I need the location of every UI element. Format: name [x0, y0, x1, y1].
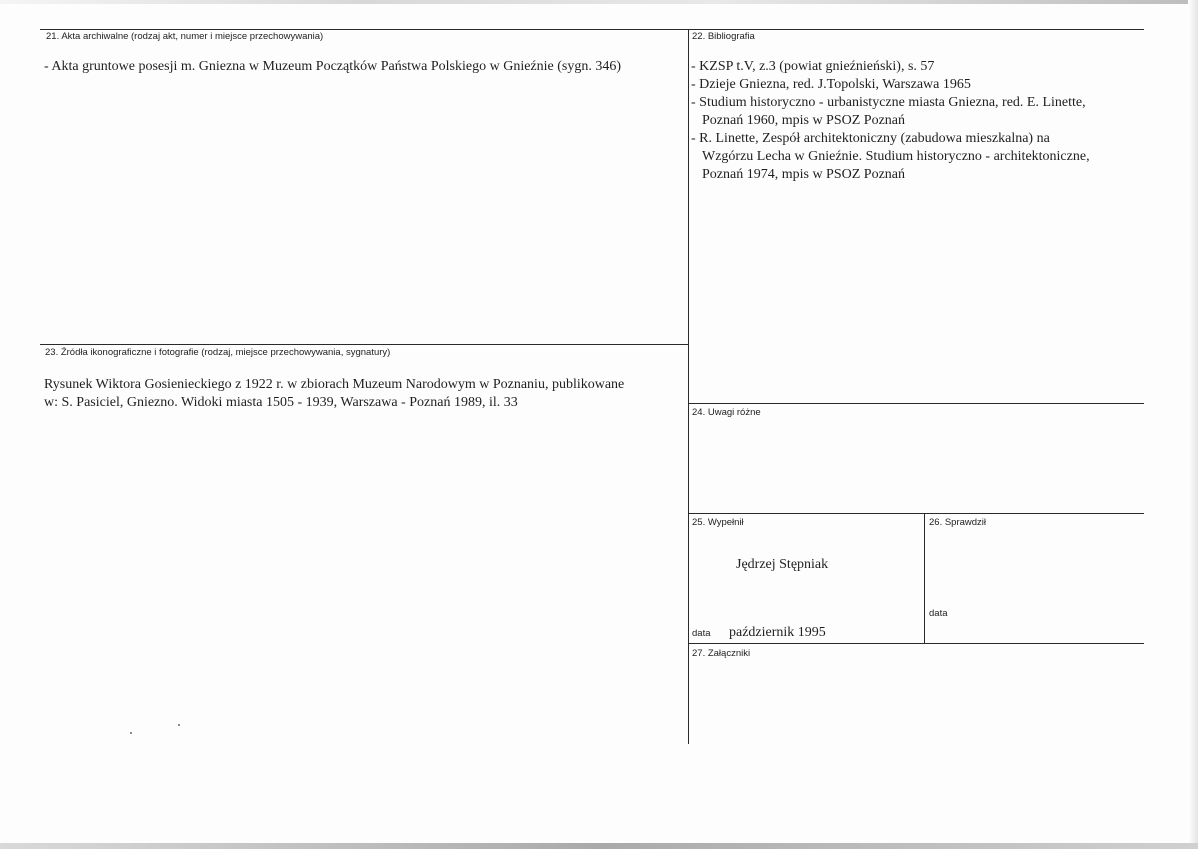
- bibliography-line: - Studium historyczno - urbanistyczne miasta Gniezna, red. E. Linette,: [691, 95, 1086, 110]
- section-21-entry: - Akta gruntowe posesji m. Gniezna w Muzeum Początków Państwa Polskiego w Gnieźnie (sygn. 346): [44, 59, 622, 74]
- scan-speck: [130, 732, 132, 734]
- section-22-label: 22. Bibliografia: [692, 31, 755, 42]
- bibliography-line: Wzgórzu Lecha w Gnieźnie. Studium historyczno - architektoniczne,: [702, 149, 1090, 164]
- bibliography-line: Poznań 1974, mpis w PSOZ Poznań: [702, 167, 905, 182]
- section-26-date-label: data: [929, 608, 948, 619]
- center-divider: [688, 29, 689, 744]
- bibliography-line: - R. Linette, Zespół architektoniczny (zabudowa mieszkalna) na: [691, 131, 1050, 146]
- section-25-rule: [688, 513, 1144, 514]
- section-27-rule: [688, 643, 1144, 644]
- bibliography-line: Poznań 1960, mpis w PSOZ Poznań: [702, 113, 905, 128]
- section-27-label: 27. Załączniki: [692, 648, 751, 659]
- scan-top-edge: [0, 0, 1198, 4]
- section-26-divider: [924, 513, 925, 643]
- section-23-rule: [40, 344, 688, 345]
- section-24-label: 24. Uwagi różne: [692, 407, 761, 418]
- filled-by-name: Jędrzej Stępniak: [736, 557, 829, 572]
- filled-date-value: październik 1995: [729, 625, 826, 640]
- bibliography-line: - KZSP t.V, z.3 (powiat gnieźnieński), s. 57: [691, 59, 935, 74]
- scan-right-edge: [1188, 0, 1198, 849]
- top-rule: [40, 29, 1144, 30]
- section-23-label: 23. Źródła ikonograficzne i fotografie (rodzaj, miejsce przechowywania, sygnatury): [45, 347, 391, 358]
- section-24-rule: [688, 403, 1144, 404]
- section-25-label: 25. Wypełnił: [692, 517, 744, 528]
- iconography-line: w: S. Pasiciel, Gniezno. Widoki miasta 1505 - 1939, Warszawa - Poznań 1989, il. 33: [44, 395, 518, 410]
- section-25-date-label: data: [692, 628, 711, 639]
- scan-bottom-edge: [0, 843, 1198, 849]
- iconography-line: Rysunek Wiktora Gosienieckiego z 1922 r. w zbiorach Muzeum Narodowym w Poznaniu, publikowane: [44, 377, 625, 392]
- scan-speck: [178, 724, 180, 726]
- section-26-label: 26. Sprawdził: [929, 517, 987, 528]
- section-21-label: 21. Akta archiwalne (rodzaj akt, numer i miejsce przechowywania): [46, 31, 324, 42]
- bibliography-line: - Dzieje Gniezna, red. J.Topolski, Warszawa 1965: [691, 77, 971, 92]
